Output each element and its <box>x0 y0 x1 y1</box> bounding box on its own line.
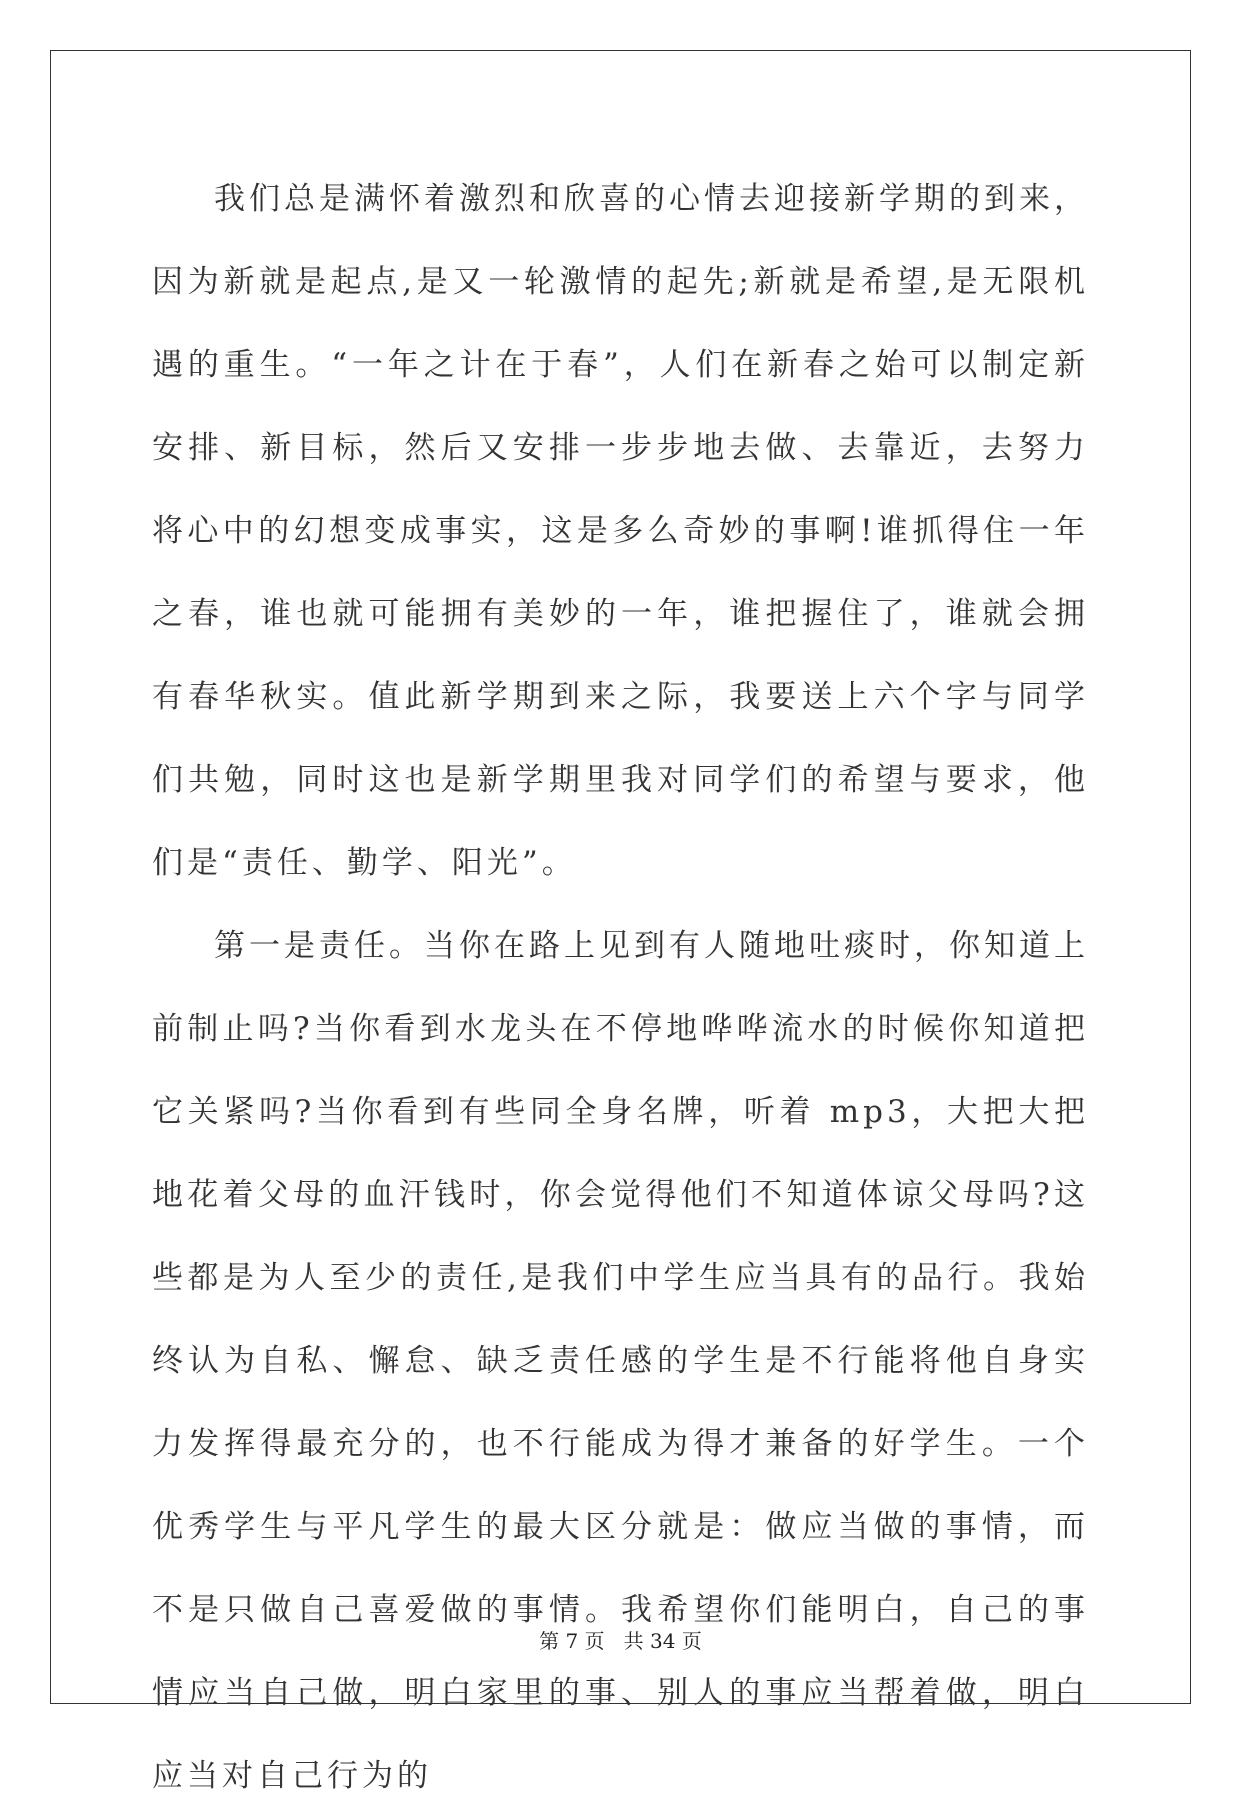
page-footer <box>0 1625 1241 1654</box>
page-total: 共 34 页 <box>623 1629 702 1653</box>
footer-separator <box>605 1629 624 1653</box>
page-number: 第 7 页 <box>539 1629 605 1653</box>
document-body <box>152 158 1089 1818</box>
paragraph-1: 我们总是满怀着激烈和欣喜的心情去迎接新学期的到来，因为新就是起点,是又一轮激情的起先;新就是希望,是无限机遇的重生。“一年之计在于春”，人们在新春之始可以制定新安排、新目标，然后又安排一步步地去做、去靠近，去努力将心中的幻想变成事实，这是多么奇妙的事啊!谁抓得住一年之春，谁也就可能拥有美妙的一年，谁把握住了，谁就会拥有春华秋实。值此新学期到来之际，我要送上六个字与同学们共勉，同时这也是新学期里我对同学们的希望与要求，他们是“责任、勤学、阳光”。 <box>152 181 1089 881</box>
paragraph-2: 第一是责任。当你在路上见到有人随地吐痰时，你知道上前制止吗?当你看到水龙头在不停地哗哗流水的时候你知道把它关紧吗?当你看到有些同全身名牌，听着 mp3，大把大把地花着父母的血汗钱时，你会觉得他们不知道体谅父母吗?这些都是为人至少的责任,是我们中学生应当具有的品行。我始终认为自私、懈怠、缺乏责任感的学生是不行能将他自身实力发挥得最充分的，也不行能成为得才兼备的好学生。一个优秀学生与平凡学生的最大区分就是：做应当做的事情，而不是只做自己喜爱做的事情。我希望你们能明白，自己的事情应当自己做，明白家里的事、别人的事应当帮着做，明白应当对自己行为的 <box>152 928 1089 1794</box>
